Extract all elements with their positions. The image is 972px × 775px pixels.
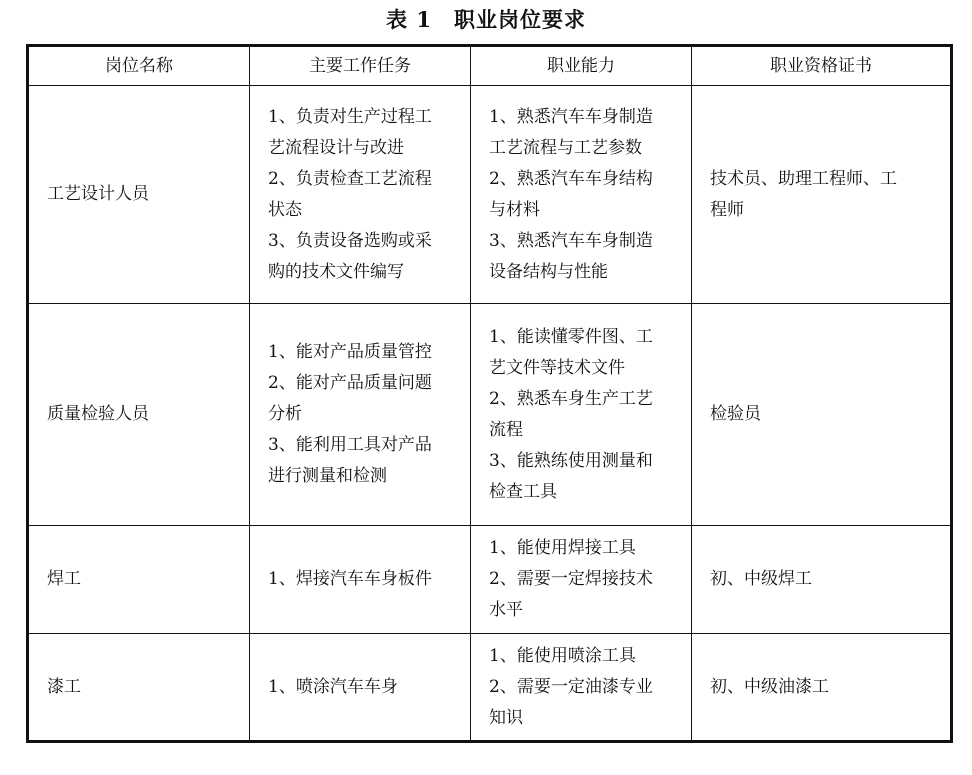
- ability-line: 1、能使用焊接工具: [489, 538, 636, 558]
- abilities-cell: [471, 304, 692, 526]
- ability-line: 1、能使用喷涂工具: [489, 645, 636, 666]
- task-line: 3、负责设备选购或采: [268, 230, 432, 251]
- tasks-cell: [250, 634, 471, 742]
- task-line: 2、负责检查工艺流程: [268, 168, 432, 189]
- certificate-line: 初、中级焊工: [710, 569, 812, 589]
- ability-line: 工艺流程与工艺参数: [489, 137, 642, 158]
- task-line: 购的技术文件编写: [268, 261, 404, 282]
- certificates-cell: [692, 304, 952, 526]
- tasks-cell: [250, 526, 471, 634]
- ability-line: 1、熟悉汽车车身制造: [489, 106, 653, 127]
- table-row: [28, 86, 952, 304]
- header-position: 岗位名称: [28, 46, 250, 86]
- ability-line: 1、能读懂零件图、工: [489, 326, 653, 347]
- table-row: [28, 304, 952, 526]
- header-tasks: 主要工作任务: [250, 46, 471, 86]
- table-row: [28, 526, 952, 634]
- position-cell: 漆工: [28, 634, 250, 742]
- task-line: 进行测量和检测: [268, 466, 387, 486]
- task-line: 艺流程设计与改进: [268, 137, 404, 158]
- ability-line: 检查工具: [489, 481, 557, 502]
- job-requirements-table: [26, 44, 953, 743]
- header-row: [28, 46, 952, 86]
- certificates-cell: [692, 526, 952, 634]
- table-caption: [0, 6, 972, 34]
- table-title: 职业岗位要求: [453, 7, 586, 32]
- ability-line: 2、熟悉汽车车身结构: [489, 168, 653, 189]
- tasks-cell: [250, 86, 471, 304]
- task-line: 1、负责对生产过程工: [268, 106, 432, 127]
- certificate-line: 初、中级油漆工: [710, 676, 829, 697]
- task-line: 3、能利用工具对产品: [268, 435, 432, 455]
- ability-line: 流程: [489, 419, 523, 440]
- ability-line: 2、需要一定焊接技术: [489, 569, 653, 589]
- certificate-line: 检验员: [710, 404, 761, 424]
- ability-line: 3、能熟练使用测量和: [489, 450, 653, 471]
- ability-line: 艺文件等技术文件: [489, 357, 625, 378]
- abilities-cell: [471, 634, 692, 742]
- certificate-line: 程师: [710, 199, 744, 220]
- table-number: 表 1: [386, 7, 432, 32]
- position-cell: 质量检验人员: [28, 304, 250, 526]
- ability-line: 2、熟悉车身生产工艺: [489, 388, 653, 409]
- certificate-line: 技术员、助理工程师、工: [710, 168, 897, 189]
- task-line: 状态: [268, 199, 302, 220]
- task-line: 分析: [268, 404, 302, 424]
- position-cell: 工艺设计人员: [28, 86, 250, 304]
- position-cell: 焊工: [28, 526, 250, 634]
- header-abilities: 职业能力: [471, 46, 692, 86]
- header-certificates: 职业资格证书: [692, 46, 952, 86]
- tasks-cell: [250, 304, 471, 526]
- certificates-cell: [692, 86, 952, 304]
- ability-line: 2、需要一定油漆专业: [489, 676, 653, 697]
- abilities-cell: [471, 86, 692, 304]
- ability-line: 与材料: [489, 199, 540, 220]
- task-line: 1、喷涂汽车车身: [268, 676, 398, 697]
- ability-line: 设备结构与性能: [489, 261, 608, 282]
- ability-line: 知识: [489, 707, 523, 728]
- abilities-cell: [471, 526, 692, 634]
- task-line: 2、能对产品质量问题: [268, 373, 432, 393]
- ability-line: 水平: [489, 600, 523, 620]
- task-line: 1、焊接汽车车身板件: [268, 569, 432, 589]
- ability-line: 3、熟悉汽车车身制造: [489, 230, 653, 251]
- table-row: [28, 634, 952, 742]
- certificates-cell: [692, 634, 952, 742]
- task-line: 1、能对产品质量管控: [268, 342, 432, 362]
